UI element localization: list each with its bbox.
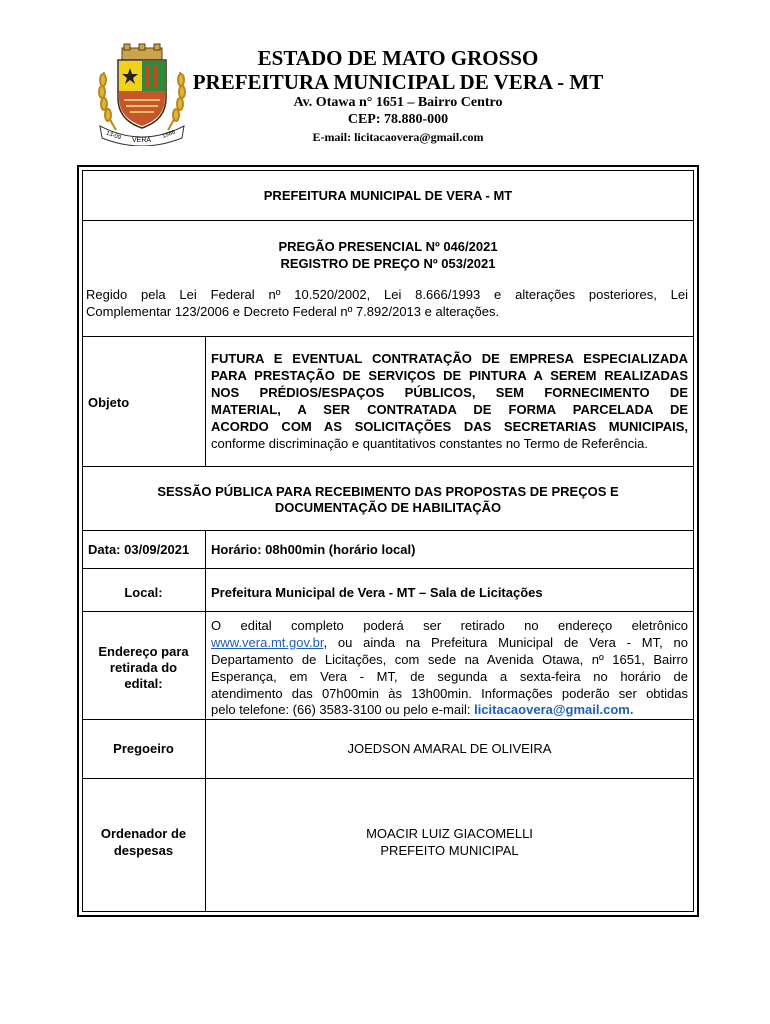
seal-date-left: 13-09 [105,130,122,142]
session-date: Data: 03/09/2021 [88,542,190,557]
local-value: Prefeitura Municipal de Vera - MT – Sala de Licitações [211,585,543,600]
row-divider [82,568,694,569]
objeto-label: Objeto [88,395,130,410]
session-time: Horário: 08h00min (horário local) [211,542,416,557]
ordenador-label-line: Ordenador de [100,826,187,841]
endereco-label-line: Endereço para [98,644,189,659]
seal-crown [122,44,162,60]
seal-city-name: VERA [132,137,152,144]
municipal-seal [94,42,190,146]
legal-basis-line1: Regido pela Lei Federal nº 10.520/2002, Lei 8.666/1993 e alterações posteriores, Lei [86,287,688,302]
endereco-label-line: edital: [124,676,163,691]
endereco-line-rest: , ou ainda na Prefeitura Municipal de Vera - MT, no [323,635,688,650]
row-divider [82,611,694,612]
endereco-line: Departamento de Licitações, com sede na Avenida Otawa, nº 1651, Bairro [211,652,688,667]
endereco-line: atendimento das 07h00min às 13h00min. Informações poderão ser obtidas [211,686,688,701]
pregao-number: PREGÃO PRESENCIAL Nº 046/2021 [278,239,498,254]
endereco-phone-text: pelo telefone: (66) 3583-3100 ou pelo e-mail: [211,702,475,717]
row-divider [82,719,694,720]
endereco-line: O edital completo poderá ser retirado no endereço eletrônico [211,618,688,633]
header-cep: CEP: 78.880-000 [347,112,449,127]
objeto-line: ACORDO COM AS SOLICITAÇÕES DAS SECRETARIAS MUNICIPAIS, [211,419,688,434]
seal-wheat-right [168,72,185,130]
header-address: Av. Otawa n° 1651 – Bairro Centro [293,95,503,110]
seal-ribbon [100,126,184,146]
ordenador-title: PREFEITO MUNICIPAL [380,843,519,858]
legal-basis-line2: Complementar 123/2006 e Decreto Federal nº 7.892/2013 e alterações. [86,304,500,319]
seal-shield [118,60,166,128]
endereco-line [211,634,688,651]
sessao-heading-line2: DOCUMENTAÇÃO DE HABILITAÇÃO [274,500,502,515]
header-state: ESTADO DE MATO GROSSO [257,46,539,70]
row-divider [82,336,694,337]
endereco-line: Esperança, em Vera - MT, de segunda a sexta-feira no horário de [211,669,688,684]
row-divider [82,778,694,779]
pregoeiro-name: JOEDSON AMARAL DE OLIVEIRA [347,741,552,756]
header-email: E-mail: licitacaovera@gmail.com [312,130,484,144]
objeto-line: MATERIAL, A SER CONTRATADA DE FORMA PARCELADA DE [211,402,688,417]
registro-number: REGISTRO DE PREÇO Nº 053/2021 [280,256,496,271]
ordenador-name: MOACIR LUIZ GIACOMELLI [366,826,533,841]
contact-email-link[interactable]: licitacaovera@gmail.com. [474,702,634,717]
row-divider [82,220,694,221]
column-divider [205,336,206,466]
header-prefeitura: PREFEITURA MUNICIPAL DE VERA - MT [192,70,604,94]
objeto-line: NOS PRÉDIOS/ESPAÇOS PÚBLICOS, SEM FORNECIMENTO DE [211,385,688,400]
notice-title: PREFEITURA MUNICIPAL DE VERA - MT [263,188,513,203]
seal-date-right: 1986 [161,129,177,140]
row-divider [82,466,694,467]
edital-website-link[interactable]: www.vera.mt.gov.br [211,635,324,650]
endereco-line [211,701,688,718]
ordenador-label-line: despesas [113,843,174,858]
endereco-label-line: retirada do [109,660,178,675]
sessao-heading-line1: SESSÃO PÚBLICA PARA RECEBIMENTO DAS PROPOSTAS DE PREÇOS E [157,484,619,499]
objeto-line: FUTURA E EVENTUAL CONTRATAÇÃO DE EMPRESA ESPECIALIZADA [211,351,688,366]
row-divider [82,530,694,531]
objeto-line: PARA PRESTAÇÃO DE SERVIÇOS DE PINTURA A SEREM REALIZADAS [211,368,688,383]
seal-wheat-left [99,72,116,130]
pregoeiro-label: Pregoeiro [113,741,174,756]
local-label: Local: [124,585,163,600]
objeto-note: conforme discriminação e quantitativos constantes no Termo de Referência. [211,436,648,451]
